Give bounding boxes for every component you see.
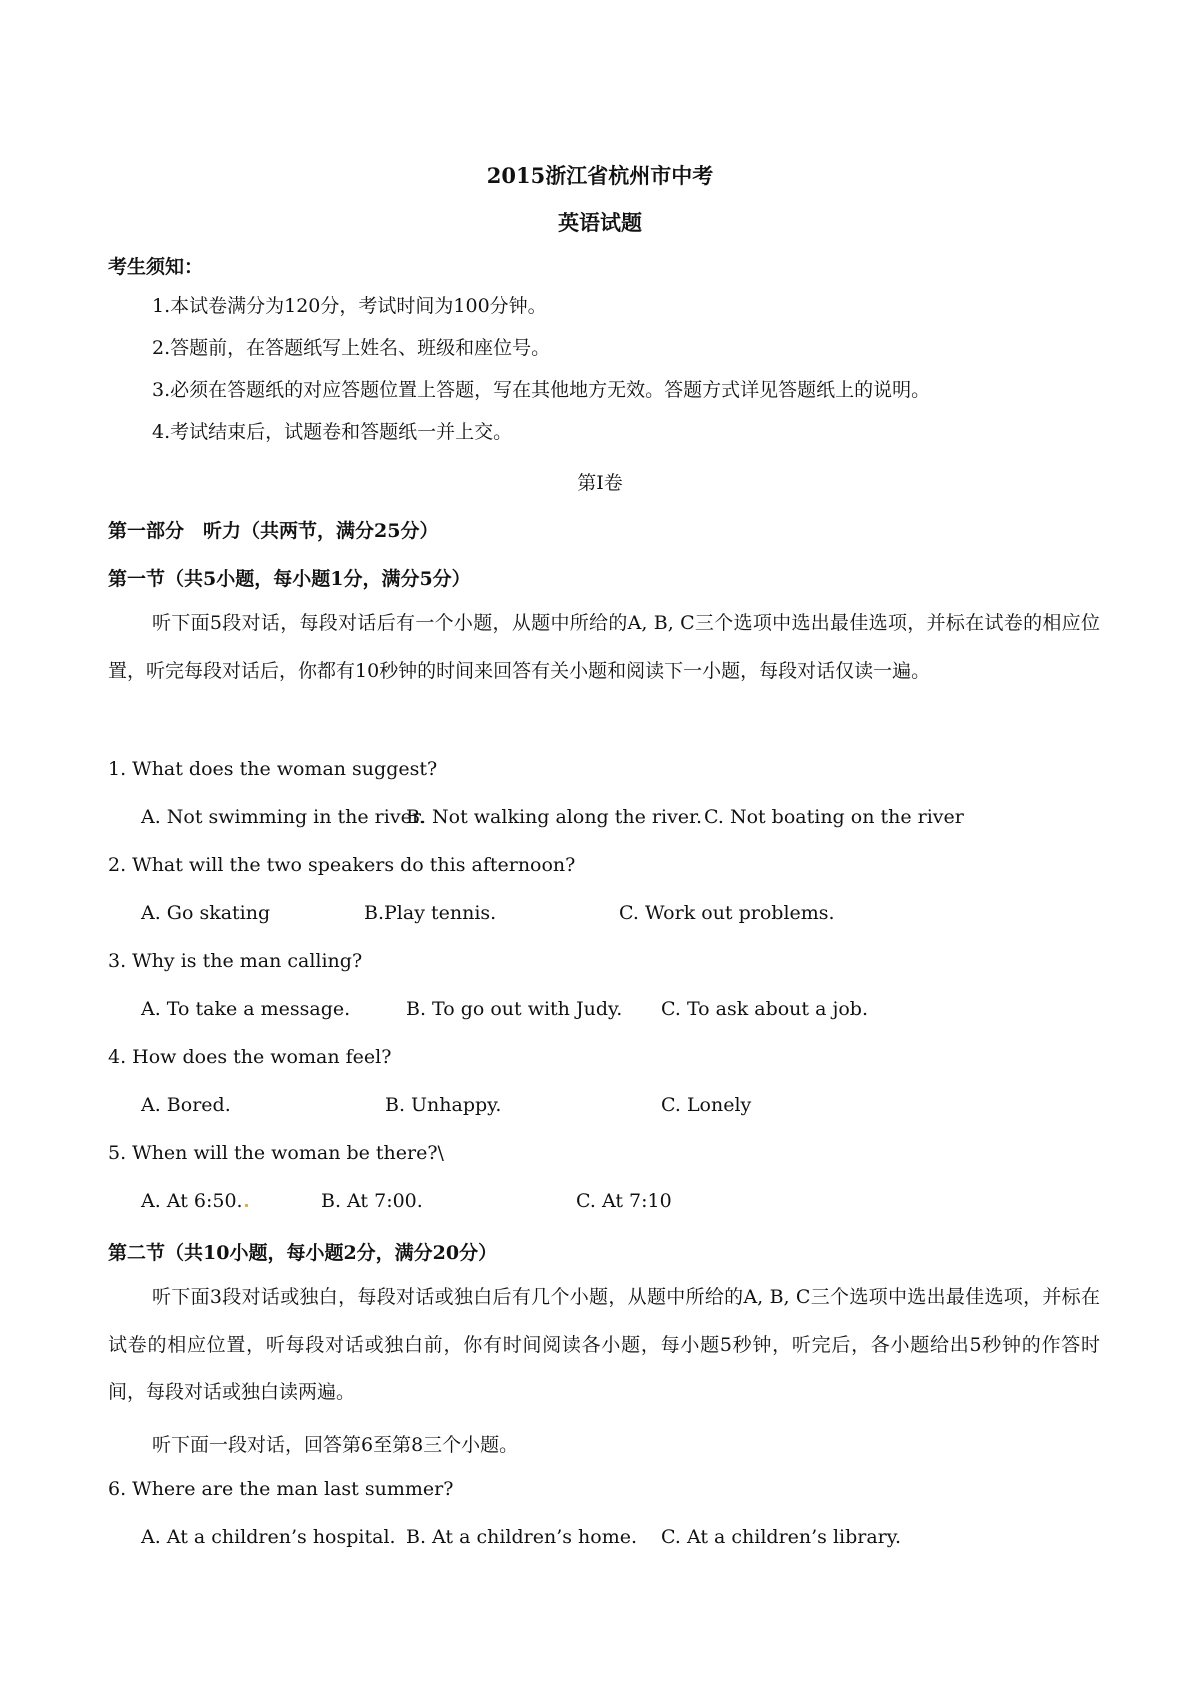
question-5: 5. When will the woman be there?\ xyxy=(108,1142,444,1164)
page-title: 2015浙江省杭州市中考 xyxy=(486,163,714,188)
option-c: C. Work out problems. xyxy=(619,902,835,924)
question-2: 2. What will the two speakers do this afternoon? xyxy=(108,854,576,876)
option-a: A. Go skating xyxy=(141,902,271,924)
notice-item: 1.本试卷满分为120分，考试时间为100分钟。 xyxy=(152,295,547,317)
option-a: A. Bored. xyxy=(141,1094,231,1116)
notice-heading: 考生须知： xyxy=(108,256,204,278)
section2-instructions: 听下面3段对话或独白，每段对话或独白后有几个小题，从题中所给的A, B, C三个选项中选出最佳选项，并标在试卷的相应位置，听每段对话或独白前，你有时间阅读各小题，每小题5秒钟，听完后，各小题给出5秒钟的作答时间，每段对话或独白读两遍。 xyxy=(108,1286,1100,1403)
volume-label: 第I卷 xyxy=(577,472,623,494)
option-b: B. Unhappy. xyxy=(385,1094,502,1116)
question-4: 4. How does the woman feel? xyxy=(108,1046,392,1068)
question-6: 6. Where are the man last summer? xyxy=(108,1478,454,1500)
option-b: B. Not walking along the river. xyxy=(406,806,703,828)
option-c: C. Not boating on the river xyxy=(704,806,964,828)
option-b: B. At 7:00. xyxy=(321,1190,423,1212)
option-c: C. At 7:10 xyxy=(576,1190,672,1212)
notice-item: 2.答题前，在答题纸写上姓名、班级和座位号。 xyxy=(152,337,551,359)
notice-item: 4.考试结束后，试题卷和答题纸一并上交。 xyxy=(152,421,513,443)
option-a xyxy=(141,1190,248,1212)
option-b: B. At a children’s home. xyxy=(406,1526,638,1548)
option-a-text: A. At 6:50. xyxy=(141,1190,243,1212)
part1-heading: 第一部分 听力（共两节，满分25分） xyxy=(108,520,439,542)
stray-dot-mark xyxy=(245,1204,248,1207)
question-3: 3. Why is the man calling? xyxy=(108,950,363,972)
page-subtitle: 英语试题 xyxy=(558,210,642,235)
option-a: A. At a children’s hospital. xyxy=(141,1526,396,1548)
question-1: 1. What does the woman suggest? xyxy=(108,758,438,780)
option-a: A. To take a message. xyxy=(141,998,351,1020)
option-a: A. Not swimming in the river. xyxy=(141,806,425,828)
option-c: C. To ask about a job. xyxy=(661,998,868,1020)
option-b: B. To go out with Judy. xyxy=(406,998,623,1020)
option-b: B.Play tennis. xyxy=(364,902,497,924)
option-c: C. At a children’s library. xyxy=(661,1526,902,1548)
section1-instructions: 听下面5段对话，每段对话后有一个小题，从题中所给的A, B, C三个选项中选出最佳选项，并标在试卷的相应位置，听完每段对话后，你都有10秒钟的时间来回答有关小题和阅读下一小题，每段对话仅读一遍。 xyxy=(108,612,1100,682)
section1-heading: 第一节（共5小题，每小题1分，满分5分） xyxy=(108,568,471,590)
section2-heading: 第二节（共10小题，每小题2分，满分20分） xyxy=(108,1242,498,1264)
option-c: C. Lonely xyxy=(661,1094,752,1116)
notice-item: 3.必须在答题纸的对应答题位置上答题，写在其他地方无效。答题方式详见答题纸上的说明。 xyxy=(152,379,931,401)
section2-sub-instruction: 听下面一段对话，回答第6至第8三个小题。 xyxy=(152,1434,519,1456)
